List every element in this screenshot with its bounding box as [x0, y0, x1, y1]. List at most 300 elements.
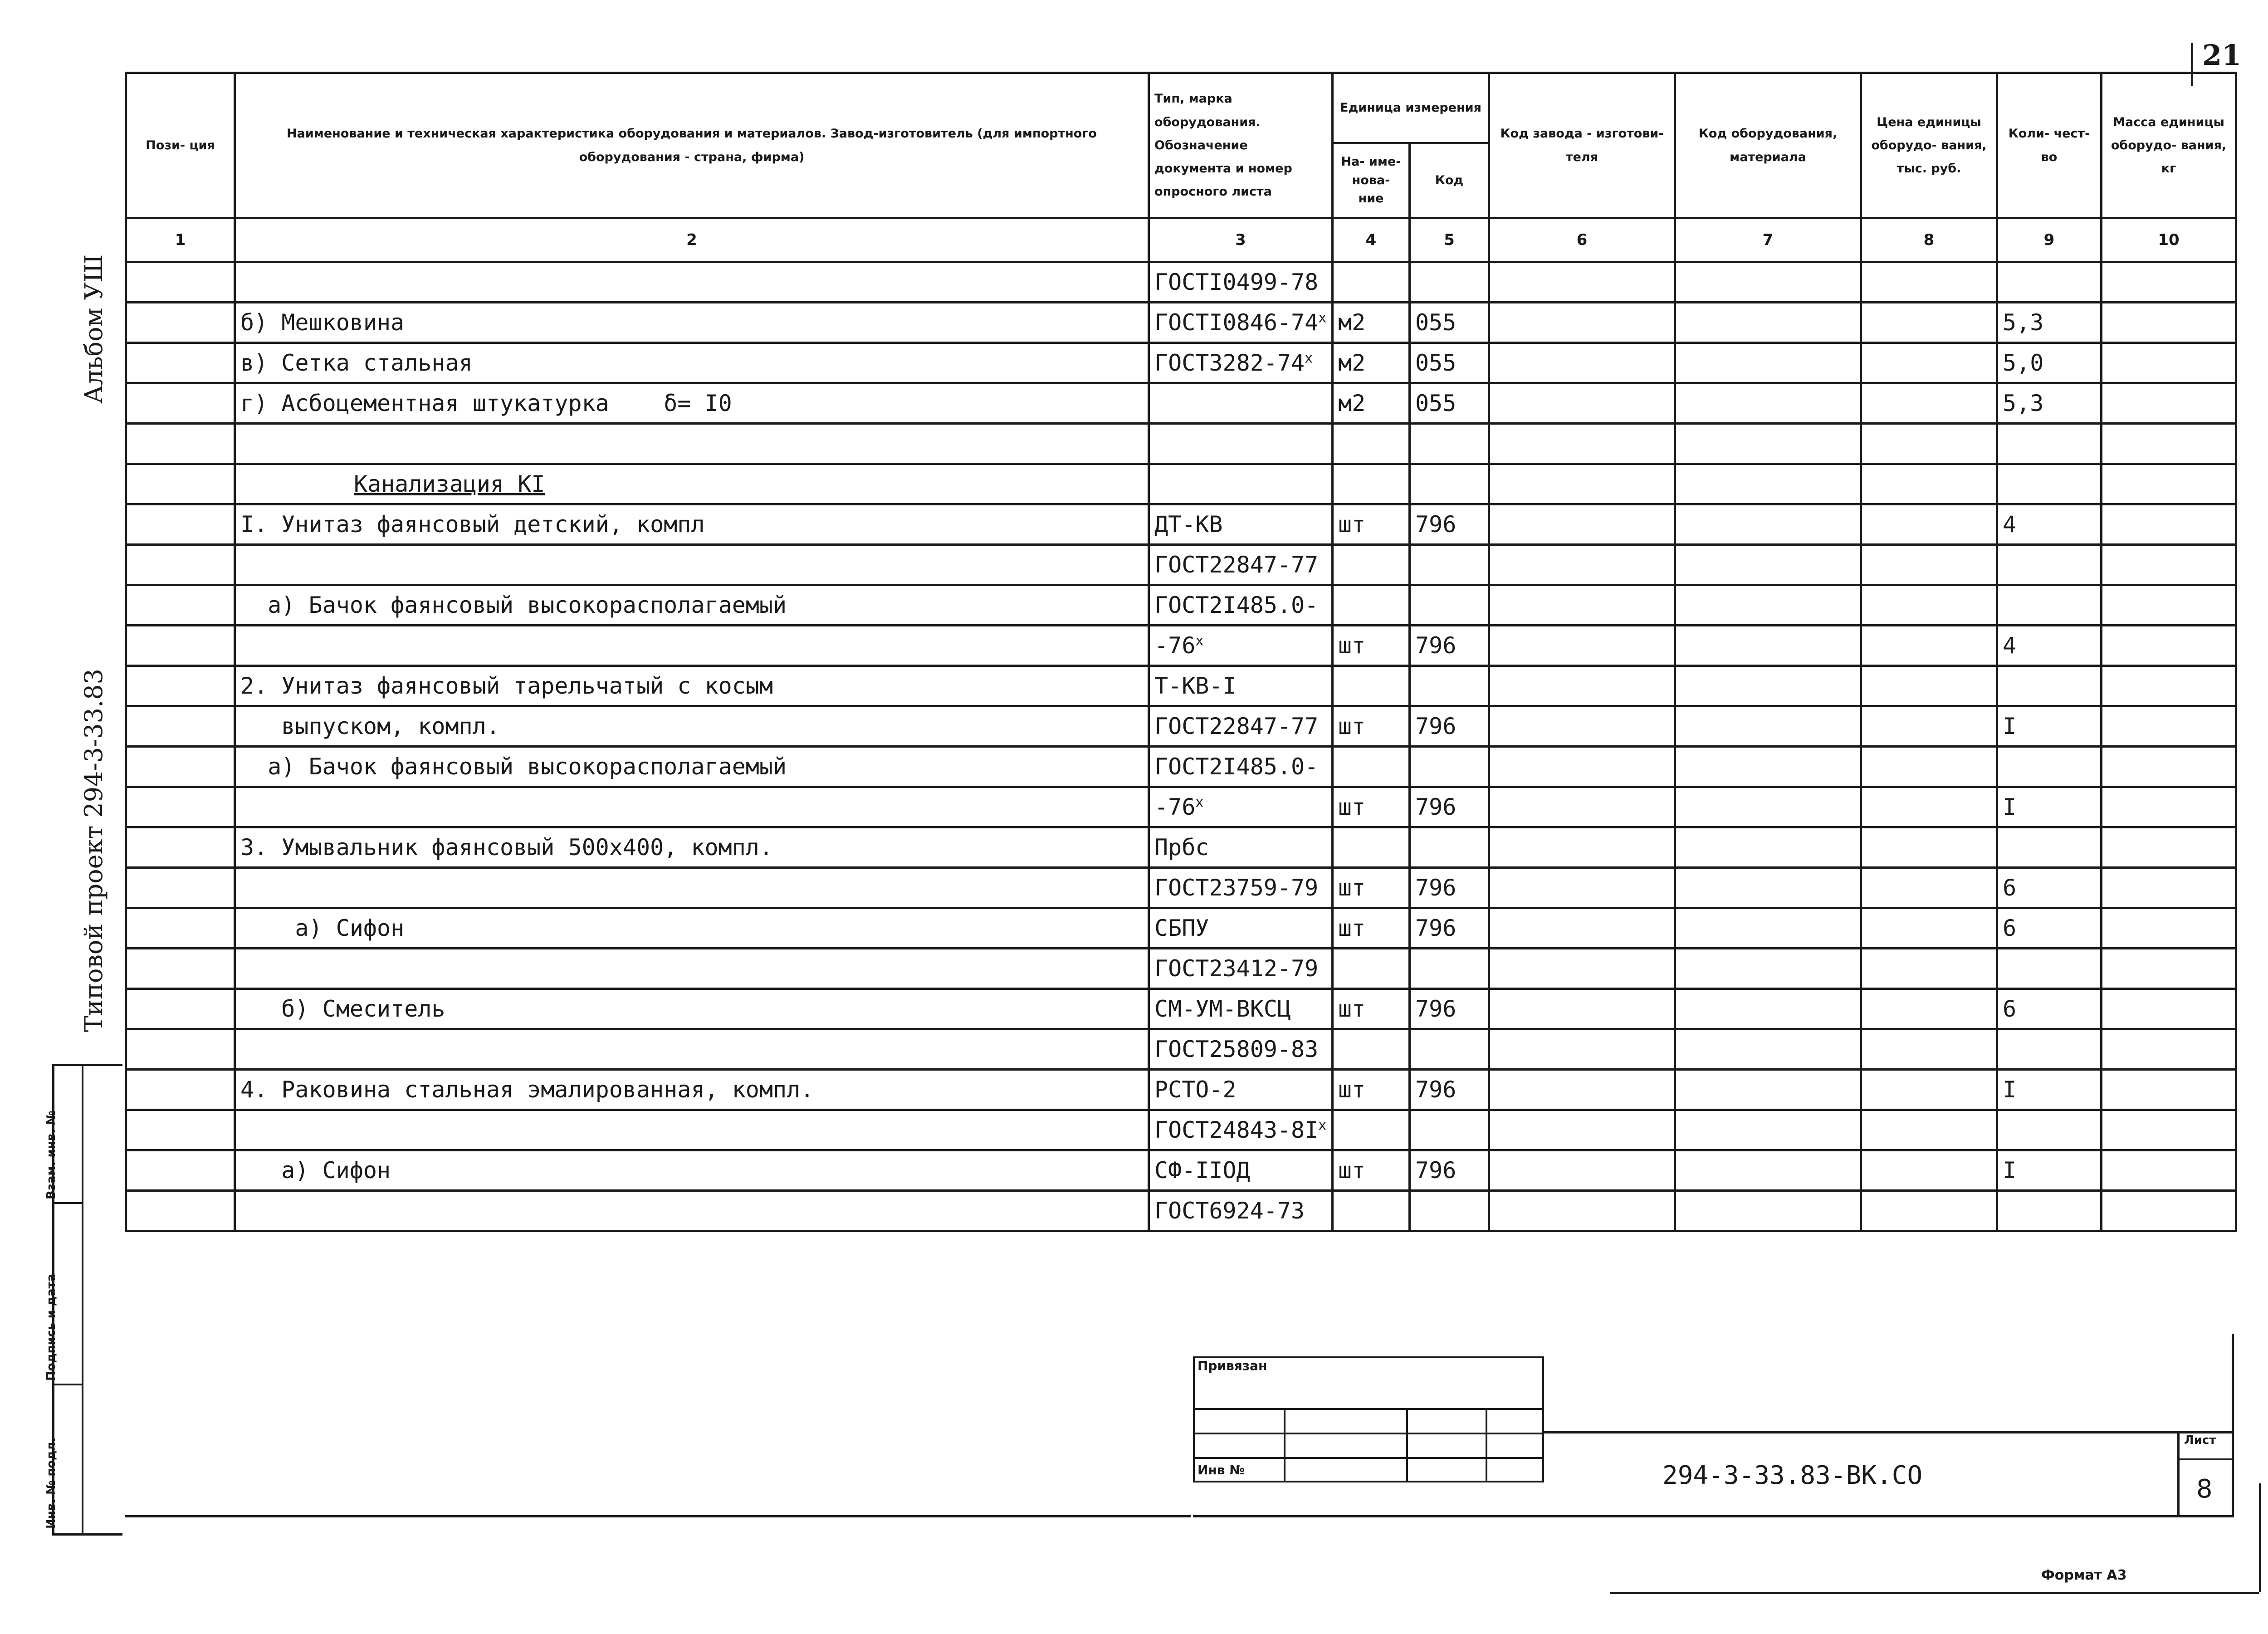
mass-cell [2102, 464, 2236, 504]
unit-cell-text: шт [1338, 1076, 1366, 1103]
unit-cell [1333, 666, 1410, 706]
sheet-number: 8 [2196, 1474, 2213, 1504]
name-cell-text: 2. Унитаз фаянсовый тарельчатый с косым [240, 673, 773, 699]
price-cell [1861, 262, 1997, 303]
factory-code-cell [1489, 1110, 1675, 1150]
quantity-cell [1997, 949, 2102, 989]
unit-code-cell [1410, 545, 1489, 585]
equipment-code-cell [1675, 424, 1861, 464]
stamp-replacement-inv [44, 1066, 82, 1204]
equipment-code-cell [1675, 545, 1861, 585]
factory-code-cell [1489, 706, 1675, 747]
unit-code-cell [1410, 464, 1489, 504]
price-cell [1861, 827, 1997, 868]
mass-cell [2102, 424, 2236, 464]
unit-code-cell [1410, 1150, 1489, 1191]
type-cell [1149, 949, 1333, 989]
factory-code-cell [1489, 545, 1675, 585]
unit-code-cell [1410, 585, 1489, 626]
name-cell-text: б) Мешковина [240, 309, 405, 336]
factory-code-cell [1489, 666, 1675, 706]
mass-cell [2102, 666, 2236, 706]
position-cell [126, 868, 235, 908]
column-number: 8 [1861, 218, 1997, 262]
frame-bottom-line [1193, 1515, 2234, 1517]
unit-code-cell [1410, 343, 1489, 383]
table-row [126, 666, 2236, 706]
factory-code-cell [1489, 1191, 1675, 1231]
unit-code-cell [1410, 868, 1489, 908]
position-cell [126, 989, 235, 1029]
unit-code-cell [1410, 1191, 1489, 1231]
type-cell-text: ГОСТ22847-77 [1154, 713, 1319, 739]
stamp-row [1194, 1458, 1543, 1482]
type-cell-text: ГОСТ24843-8I [1154, 1117, 1319, 1143]
type-cell-text: ДТ-КВ [1154, 511, 1223, 538]
type-cell-text: РСТО-2 [1154, 1076, 1237, 1103]
stamp-row [1194, 1409, 1543, 1433]
mass-cell [2102, 1110, 2236, 1150]
equipment-code-cell [1675, 1150, 1861, 1191]
type-superscript: х [1195, 633, 1204, 649]
type-cell-text: СБПУ [1154, 915, 1209, 941]
table-row [126, 1029, 2236, 1070]
type-cell-text: СФ-IIОД [1154, 1157, 1250, 1184]
type-cell-text: -76 [1154, 794, 1196, 820]
type-cell-text: ГОСТ22847-77 [1154, 552, 1319, 578]
name-cell-text: г) Асбоцементная штукатурка δ= I0 [240, 390, 732, 416]
table-row [126, 1070, 2236, 1110]
inv-label: Инв № [1194, 1458, 1285, 1482]
price-cell [1861, 303, 1997, 343]
type-cell [1149, 464, 1333, 504]
quantity-cell-text: 6 [2003, 875, 2017, 901]
factory-code-cell [1489, 504, 1675, 545]
equipment-code-cell [1675, 262, 1861, 303]
type-cell [1149, 989, 1333, 1029]
name-cell-text: I. Унитаз фаянсовый детский, компл [240, 511, 705, 538]
price-cell [1861, 383, 1997, 424]
unit-code-cell [1410, 424, 1489, 464]
factory-code-cell [1489, 383, 1675, 424]
name-cell-text: 3. Умывальник фаянсовый 500х400, компл. [240, 834, 773, 861]
unit-code-cell-text: 055 [1415, 390, 1457, 416]
format-line [1610, 1592, 2259, 1594]
position-cell [126, 908, 235, 949]
quantity-cell [1997, 747, 2102, 787]
table-row [126, 545, 2236, 585]
stamp-cell [1285, 1409, 1407, 1433]
unit-cell [1333, 1150, 1410, 1191]
stamp-cell [1486, 1409, 1543, 1433]
table-row [126, 626, 2236, 666]
position-cell [126, 585, 235, 626]
factory-code-cell [1489, 1070, 1675, 1110]
table-row [126, 747, 2236, 787]
quantity-cell [1997, 626, 2102, 666]
frame-bottom-line [125, 1515, 1191, 1517]
column-number: 5 [1410, 218, 1489, 262]
column-number: 4 [1333, 218, 1410, 262]
type-cell-text: СМ-УМ-ВКСЦ [1154, 996, 1291, 1022]
name-cell [235, 1029, 1149, 1070]
sheet-box-line [2177, 1458, 2234, 1460]
type-cell-text: ГОСТI0499-78 [1154, 269, 1319, 295]
price-cell [1861, 343, 1997, 383]
factory-code-cell [1489, 868, 1675, 908]
type-cell [1149, 1191, 1333, 1231]
type-cell-text: Т-КВ-I [1154, 673, 1237, 699]
type-cell-text: ГОСТ3282-74 [1154, 350, 1305, 376]
table-row [126, 464, 2236, 504]
quantity-cell-text: 4 [2003, 511, 2017, 538]
type-cell [1149, 666, 1333, 706]
mass-cell [2102, 626, 2236, 666]
unit-cell [1333, 908, 1410, 949]
type-cell [1149, 545, 1333, 585]
equipment-code-cell [1675, 706, 1861, 747]
factory-code-cell [1489, 747, 1675, 787]
position-cell [126, 747, 235, 787]
name-cell [235, 383, 1149, 424]
table-row [126, 262, 2236, 303]
header-name: Наименование и техническая характеристика оборудования и материалов. Завод-изготовитель (для импортного оборудования - страна, фирма) [235, 73, 1149, 218]
name-cell [235, 1110, 1149, 1150]
name-cell [235, 424, 1149, 464]
unit-cell [1333, 706, 1410, 747]
stamp-cell [1194, 1409, 1285, 1433]
mass-cell [2102, 868, 2236, 908]
unit-code-cell [1410, 787, 1489, 827]
column-number: 9 [1997, 218, 2102, 262]
column-number: 7 [1675, 218, 1861, 262]
price-cell [1861, 666, 1997, 706]
stamp-cell [1486, 1433, 1543, 1458]
unit-cell [1333, 585, 1410, 626]
name-cell [235, 504, 1149, 545]
name-cell [235, 626, 1149, 666]
type-cell-text: ГОСТ2I485.0- [1154, 753, 1319, 780]
equipment-code-cell [1675, 787, 1861, 827]
table-row [126, 868, 2236, 908]
factory-code-cell [1489, 787, 1675, 827]
quantity-cell-text: I [2003, 794, 2017, 820]
position-cell [126, 545, 235, 585]
factory-code-cell [1489, 949, 1675, 989]
type-cell-text: -76 [1154, 632, 1196, 659]
equipment-code-cell [1675, 989, 1861, 1029]
quantity-cell [1997, 424, 2102, 464]
unit-cell [1333, 343, 1410, 383]
name-cell [235, 706, 1149, 747]
quantity-cell [1997, 585, 2102, 626]
quantity-cell-text: 5,3 [2003, 309, 2044, 336]
header-mass: Масса единицы оборудо- вания, кг [2102, 73, 2236, 218]
stamp-row [1194, 1357, 1543, 1409]
quantity-cell [1997, 262, 2102, 303]
equipment-code-cell [1675, 1029, 1861, 1070]
position-cell [126, 1150, 235, 1191]
unit-code-cell-text: 796 [1415, 996, 1457, 1022]
price-cell [1861, 585, 1997, 626]
name-cell [235, 827, 1149, 868]
quantity-cell-text: 4 [2003, 632, 2017, 659]
column-number: 3 [1149, 218, 1333, 262]
unit-cell [1333, 262, 1410, 303]
unit-code-cell [1410, 827, 1489, 868]
format-label: Формат А3 [2041, 1567, 2127, 1583]
price-cell [1861, 747, 1997, 787]
table-row [126, 303, 2236, 343]
mass-cell [2102, 908, 2236, 949]
price-cell [1861, 1150, 1997, 1191]
table-row [126, 585, 2236, 626]
unit-cell-text: шт [1338, 1157, 1366, 1184]
mass-cell [2102, 706, 2236, 747]
unit-code-cell-text: 796 [1415, 1157, 1457, 1184]
unit-code-cell-text: 055 [1415, 350, 1457, 376]
unit-code-cell [1410, 949, 1489, 989]
equipment-code-cell [1675, 868, 1861, 908]
mass-cell [2102, 383, 2236, 424]
position-cell [126, 1029, 235, 1070]
sheet-box-divider [2177, 1431, 2180, 1515]
unit-cell [1333, 868, 1410, 908]
unit-code-cell [1410, 626, 1489, 666]
table-row [126, 827, 2236, 868]
table-row [126, 706, 2236, 747]
type-cell [1149, 706, 1333, 747]
quantity-cell [1997, 1150, 2102, 1191]
price-cell [1861, 464, 1997, 504]
type-cell [1149, 827, 1333, 868]
mass-cell [2102, 504, 2236, 545]
equipment-code-cell [1675, 585, 1861, 626]
type-cell [1149, 424, 1333, 464]
position-cell [126, 504, 235, 545]
price-cell [1861, 626, 1997, 666]
unit-code-cell [1410, 989, 1489, 1029]
factory-code-cell [1489, 343, 1675, 383]
name-cell-text: в) Сетка стальная [240, 350, 473, 376]
unit-code-cell-text: 796 [1415, 1076, 1457, 1103]
table-row [126, 504, 2236, 545]
type-superscript: х [1318, 1117, 1327, 1134]
stamp-original-inv [44, 1384, 82, 1531]
unit-code-cell-text: 796 [1415, 632, 1457, 659]
type-cell-text: ГОСТI0846-74 [1154, 309, 1319, 336]
unit-code-cell [1410, 504, 1489, 545]
unit-cell-text: шт [1338, 915, 1366, 941]
stamp-cell [1194, 1433, 1285, 1458]
price-cell [1861, 1110, 1997, 1150]
quantity-cell [1997, 464, 2102, 504]
mass-cell [2102, 1070, 2236, 1110]
header-price: Цена единицы оборудо- вания, тыс. руб. [1861, 73, 1997, 218]
name-cell [235, 1191, 1149, 1231]
table-row [126, 949, 2236, 989]
unit-cell [1333, 424, 1410, 464]
equipment-code-cell [1675, 626, 1861, 666]
header-unit-group: Единица измерения [1333, 73, 1489, 143]
header-unit-name: На- име- нова- ние [1333, 143, 1410, 218]
table-row [126, 989, 2236, 1029]
document-code: 294-3-33.83-ВК.СО [1662, 1461, 1923, 1490]
factory-code-cell [1489, 827, 1675, 868]
table-row [126, 1191, 2236, 1231]
unit-cell [1333, 464, 1410, 504]
unit-cell [1333, 383, 1410, 424]
position-cell [126, 666, 235, 706]
album-label: Альбом УШ [79, 254, 108, 404]
quantity-cell [1997, 545, 2102, 585]
column-number: 6 [1489, 218, 1675, 262]
header-quantity: Коли- чест- во [1997, 73, 2102, 218]
title-block-line [1542, 1431, 2234, 1433]
quantity-cell [1997, 827, 2102, 868]
mass-cell [2102, 303, 2236, 343]
type-cell-text: ГОСТ25809-83 [1154, 1036, 1319, 1062]
quantity-cell [1997, 989, 2102, 1029]
table-row [126, 787, 2236, 827]
position-cell [126, 706, 235, 747]
header-unit-code: Код [1410, 143, 1489, 218]
factory-code-cell [1489, 908, 1675, 949]
quantity-cell [1997, 1070, 2102, 1110]
unit-cell [1333, 1191, 1410, 1231]
unit-code-cell-text: 796 [1415, 713, 1457, 739]
quantity-cell-text: I [2003, 1157, 2017, 1184]
quantity-cell [1997, 908, 2102, 949]
position-cell [126, 424, 235, 464]
unit-code-cell [1410, 303, 1489, 343]
quantity-cell [1997, 706, 2102, 747]
price-cell [1861, 545, 1997, 585]
type-cell [1149, 747, 1333, 787]
price-cell [1861, 424, 1997, 464]
unit-cell [1333, 303, 1410, 343]
name-cell-text: а) Бачок фаянсовый высокорасполагаемый [240, 592, 787, 618]
unit-cell [1333, 1070, 1410, 1110]
unit-code-cell [1410, 908, 1489, 949]
position-cell [126, 383, 235, 424]
type-cell [1149, 585, 1333, 626]
position-cell [126, 303, 235, 343]
type-superscript: х [1305, 350, 1313, 367]
attached-label: Привязан [1194, 1357, 1543, 1409]
price-cell [1861, 1029, 1997, 1070]
quantity-cell [1997, 383, 2102, 424]
position-cell [126, 1110, 235, 1150]
price-cell [1861, 1191, 1997, 1231]
type-cell [1149, 303, 1333, 343]
equipment-code-cell [1675, 1191, 1861, 1231]
factory-code-cell [1489, 989, 1675, 1029]
price-cell [1861, 504, 1997, 545]
unit-code-cell [1410, 1110, 1489, 1150]
factory-code-cell [1489, 626, 1675, 666]
unit-cell [1333, 504, 1410, 545]
stamp-cell [1486, 1458, 1543, 1482]
quantity-cell-text: 6 [2003, 996, 2017, 1022]
approval-stamp [44, 1064, 122, 1536]
equipment-code-cell [1675, 1110, 1861, 1150]
type-cell [1149, 1029, 1333, 1070]
mass-cell [2102, 545, 2236, 585]
unit-cell-text: шт [1338, 794, 1366, 820]
factory-code-cell [1489, 303, 1675, 343]
stamp-cell [1285, 1458, 1407, 1482]
name-cell-text: а) Бачок фаянсовый высокорасполагаемый [240, 753, 787, 780]
name-cell-text: выпуском, компл. [240, 713, 500, 739]
unit-cell [1333, 545, 1410, 585]
equipment-code-cell [1675, 343, 1861, 383]
unit-cell-text: м2 [1338, 309, 1366, 336]
unit-cell-text: шт [1338, 511, 1366, 538]
type-cell [1149, 262, 1333, 303]
name-cell-text: а) Сифон [240, 915, 405, 941]
stamp-cell [1407, 1433, 1486, 1458]
position-cell [126, 464, 235, 504]
project-label: Типовой проект 294-3-33.83 [79, 669, 108, 1032]
name-cell [235, 908, 1149, 949]
unit-cell [1333, 626, 1410, 666]
price-cell [1861, 868, 1997, 908]
mass-cell [2102, 827, 2236, 868]
table-row [126, 908, 2236, 949]
mass-cell [2102, 787, 2236, 827]
position-cell [126, 949, 235, 989]
type-cell [1149, 504, 1333, 545]
unit-code-cell-text: 796 [1415, 794, 1457, 820]
name-cell [235, 666, 1149, 706]
unit-cell [1333, 1110, 1410, 1150]
price-cell [1861, 706, 1997, 747]
stamp-label: Взам. инв. № [44, 1111, 58, 1199]
type-cell-text: ГОСТ23759-79 [1154, 875, 1319, 901]
type-cell [1149, 868, 1333, 908]
page-number: 21 [2202, 39, 2242, 72]
price-cell [1861, 1070, 1997, 1110]
unit-cell-text: м2 [1338, 390, 1366, 416]
quantity-cell [1997, 504, 2102, 545]
type-cell [1149, 1110, 1333, 1150]
unit-cell-text: шт [1338, 996, 1366, 1022]
unit-code-cell [1410, 666, 1489, 706]
unit-code-cell-text: 055 [1415, 309, 1457, 336]
unit-code-cell-text: 796 [1415, 915, 1457, 941]
equipment-code-cell [1675, 747, 1861, 787]
unit-code-cell-text: 796 [1415, 511, 1457, 538]
name-cell [235, 1150, 1149, 1191]
equipment-code-cell [1675, 949, 1861, 989]
mass-cell [2102, 949, 2236, 989]
factory-code-cell [1489, 464, 1675, 504]
stamp-signature-date [44, 1202, 82, 1385]
name-cell-text: а) Сифон [240, 1157, 391, 1184]
type-cell [1149, 787, 1333, 827]
name-cell [235, 989, 1149, 1029]
header-row [126, 73, 2236, 143]
quantity-cell-text: 5,0 [2003, 350, 2044, 376]
name-cell [235, 262, 1149, 303]
name-cell [235, 545, 1149, 585]
position-cell [126, 262, 235, 303]
factory-code-cell [1489, 585, 1675, 626]
column-number: 1 [126, 218, 235, 262]
position-cell [126, 787, 235, 827]
mass-cell [2102, 989, 2236, 1029]
